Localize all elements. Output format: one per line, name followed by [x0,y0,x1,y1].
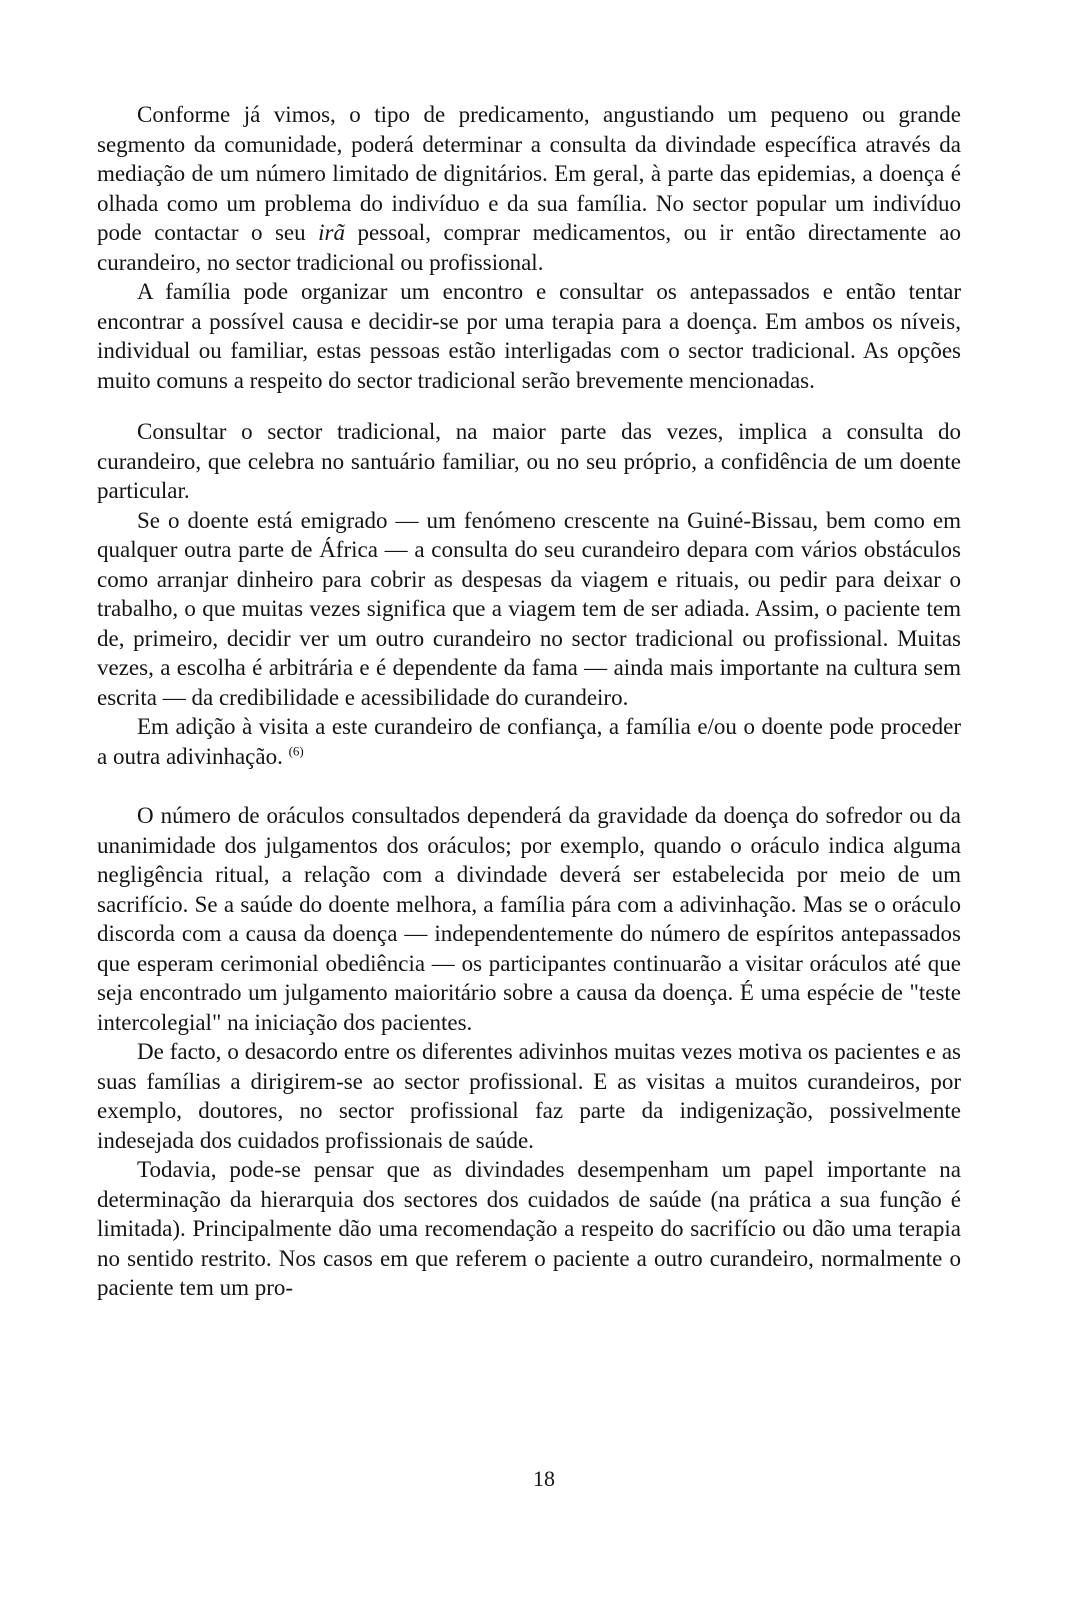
paragraph: A família pode organizar um encontro e consultar os antepassados e então tentar encontrar a possível causa e decidir-se por uma terapia para a doença. Em ambos os níveis, individual ou familiar, estas pessoas estão interligadas com o sector tradicional. As opções muito comuns a respeito do sector tradicional serão brevemente mencionadas. [97,279,961,393]
paragraph: De facto, o desacordo entre os diferentes adivinhos muitas vezes motiva os pacientes e as suas famílias a dirigirem-se ao sector profissional. E as visitas a muitos curandeiros, por exemplo, doutores, no sector profissional faz parte da indigenização, possivelmente indesejada dos cuidados profissionais de saúde. [97,1039,961,1153]
italic-term: irã [318,220,345,245]
footnote-reference: (6) [288,742,304,758]
paragraph: Consultar o sector tradicional, na maior parte das vezes, implica a consulta do curandeiro, que celebra no santuário familiar, ou no seu próprio, a confidência de um doente particular. [97,419,961,503]
section-gap [97,395,961,417]
paragraph-text: pessoal, comprar medicamentos, ou ir então directamente ao curandeiro, no sector tradicional ou profissional. [97,220,961,275]
body-text [97,100,961,1303]
section-gap [97,771,961,801]
paragraph: Todavia, pode-se pensar que as divindades desempenham um papel importante na determinação da hierarquia dos sectores dos cuidados de saúde (na prática a sua função é limitada). Principalmente dão uma recomendação a respeito do sacrifício ou dão uma terapia no sentido restrito. Nos casos em que referem o paciente a outro curandeiro, normalmente o paciente tem um pro- [97,1157,961,1300]
paragraph-text: Em adição à visita a este curandeiro de confiança, a família e/ou o doente pode proceder a outra adivinhação. [97,714,961,769]
paragraph-text: Conforme já vimos, o tipo de predicamento, angustiando um pequeno ou grande segmento da comunidade, poderá determinar a consulta da divindade específica através da mediação de um número limitado de dignitários. Em geral, à parte das epidemias, a doença é olhada como um problema do indivíduo e da sua família. No sector popular um indivíduo pode contactar o seu [97,102,961,245]
paragraph [97,100,961,277]
page-number: 18 [533,1466,555,1491]
paragraph [97,712,961,771]
paragraph: Se o doente está emigrado — um fenómeno crescente na Guiné-Bissau, bem como em qualquer outra parte de África — a consulta do seu curandeiro depara com vários obstáculos como arranjar dinheiro para cobrir as despesas da viagem e rituais, ou pedir para deixar o trabalho, o que muitas vezes significa que a viagem tem de ser adiada. Assim, o paciente tem de, primeiro, decidir ver um outro curandeiro no sector tradicional ou profissional. Muitas vezes, a escolha é arbitrária e é dependente da fama — ainda mais importante na cultura sem escrita — da credibilidade e acessibilidade do curandeiro. [97,507,961,710]
paragraph: O número de oráculos consultados dependerá da gravidade da doença do sofredor ou da unanimidade dos julgamentos dos oráculos; por exemplo, quando o oráculo indica alguma negligência ritual, a relação com a divindade deverá ser estabelecida por meio de um sacrifício. Se a saúde do doente melhora, a família pára com a adivinhação. Mas se o oráculo discorda com a causa da doença — independentemente do número de espíritos antepassados que esperam cerimonial obediência — os participantes continuarão a visitar oráculos até que seja encontrado um julgamento maioritário sobre a causa da doença. É uma espécie de "teste intercolegial" na iniciação dos pacientes. [97,803,961,1035]
